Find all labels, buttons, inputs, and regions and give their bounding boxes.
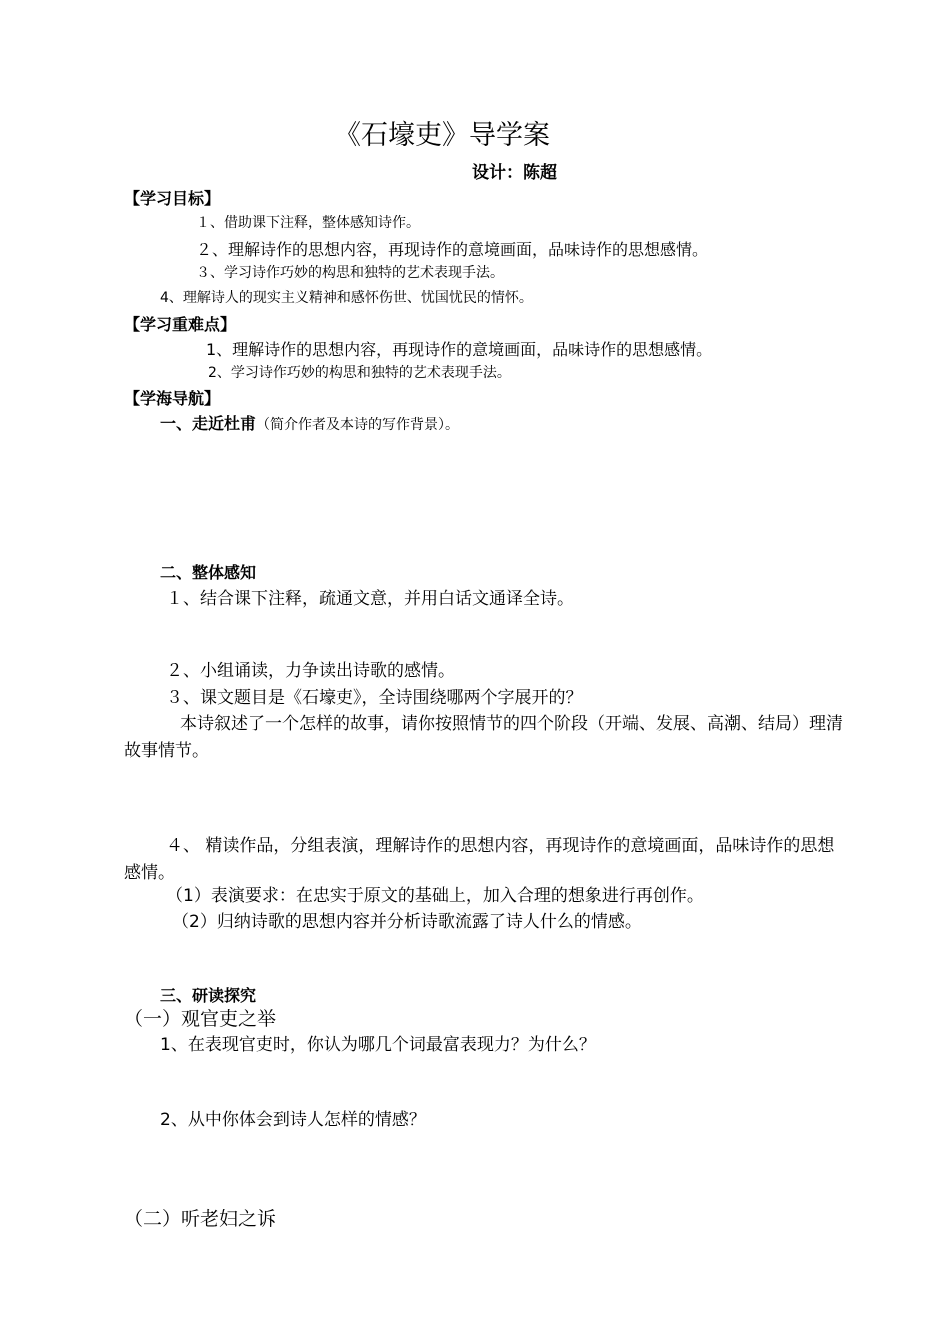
question-4: ４、 精读作品，分组表演，理解诗作的思想内容，再现诗作的意境画面，品味诗作的思想感情。 xyxy=(124,836,835,883)
part3-title: 三、研读探究 xyxy=(160,986,257,1005)
guide-heading: 【学海导航】 xyxy=(124,389,221,408)
question-2: ２、小组诵读，力争读出诗歌的感情。 xyxy=(166,661,455,681)
author-line: 设计：陈超 xyxy=(472,163,557,183)
question-3-text: 本诗叙述了一个怎样的故事，请你按照情节的四个阶段（开端、发展、高潮、结局）理清故事情节。 xyxy=(124,714,843,761)
objective-item: ３、学习诗作巧妙的构思和独特的艺术表现手法。 xyxy=(196,265,504,281)
objectives-heading: 【学习目标】 xyxy=(124,189,221,208)
question-1: １、结合课下注释，疏通文意，并用白话文通译全诗。 xyxy=(166,589,574,609)
objective-item: ２、理解诗作的思想内容，再现诗作的意境画面，品味诗作的思想感情。 xyxy=(196,240,709,259)
part1-title-text: 一、走近杜甫 xyxy=(160,414,257,433)
key-points-heading: 【学习重难点】 xyxy=(124,315,237,334)
objective-item: 4、理解诗人的现实主义精神和感怀伤世、忧国忧民的情怀。 xyxy=(160,290,533,306)
subsection-1-title: （一）观官吏之举 xyxy=(124,1008,277,1030)
subsection-1-question-1: 1、在表现官吏时，你认为哪几个词最富表现力？为什么？ xyxy=(160,1035,596,1055)
question-4-sub-2: （2）归纳诗歌的思想内容并分析诗歌流露了诗人什么的情感。 xyxy=(172,912,642,932)
part2-title: 二、整体感知 xyxy=(160,563,257,582)
key-point-item: 2、学习诗作巧妙的构思和独特的艺术表现手法。 xyxy=(208,365,511,381)
question-4-sub-1: （1）表演要求：在忠实于原文的基础上，加入合理的想象进行再创作。 xyxy=(166,886,704,906)
part1-note: （简介作者及本诗的写作背景）。 xyxy=(256,417,460,433)
subsection-1-question-2: 2、从中你体会到诗人怎样的情感？ xyxy=(160,1110,426,1130)
page-title: 《石壕吏》导学案 xyxy=(334,120,550,151)
subsection-2-title: （二）听老妇之诉 xyxy=(124,1208,277,1230)
objective-item: １、借助课下注释，整体感知诗作。 xyxy=(196,215,420,231)
key-point-item: 1、理解诗作的思想内容，再现诗作的意境画面，品味诗作的思想感情。 xyxy=(206,340,713,359)
part1-title xyxy=(160,414,459,434)
question-3: ３、课文题目是《石壕吏》，全诗围绕哪两个字展开的？ xyxy=(166,688,583,708)
